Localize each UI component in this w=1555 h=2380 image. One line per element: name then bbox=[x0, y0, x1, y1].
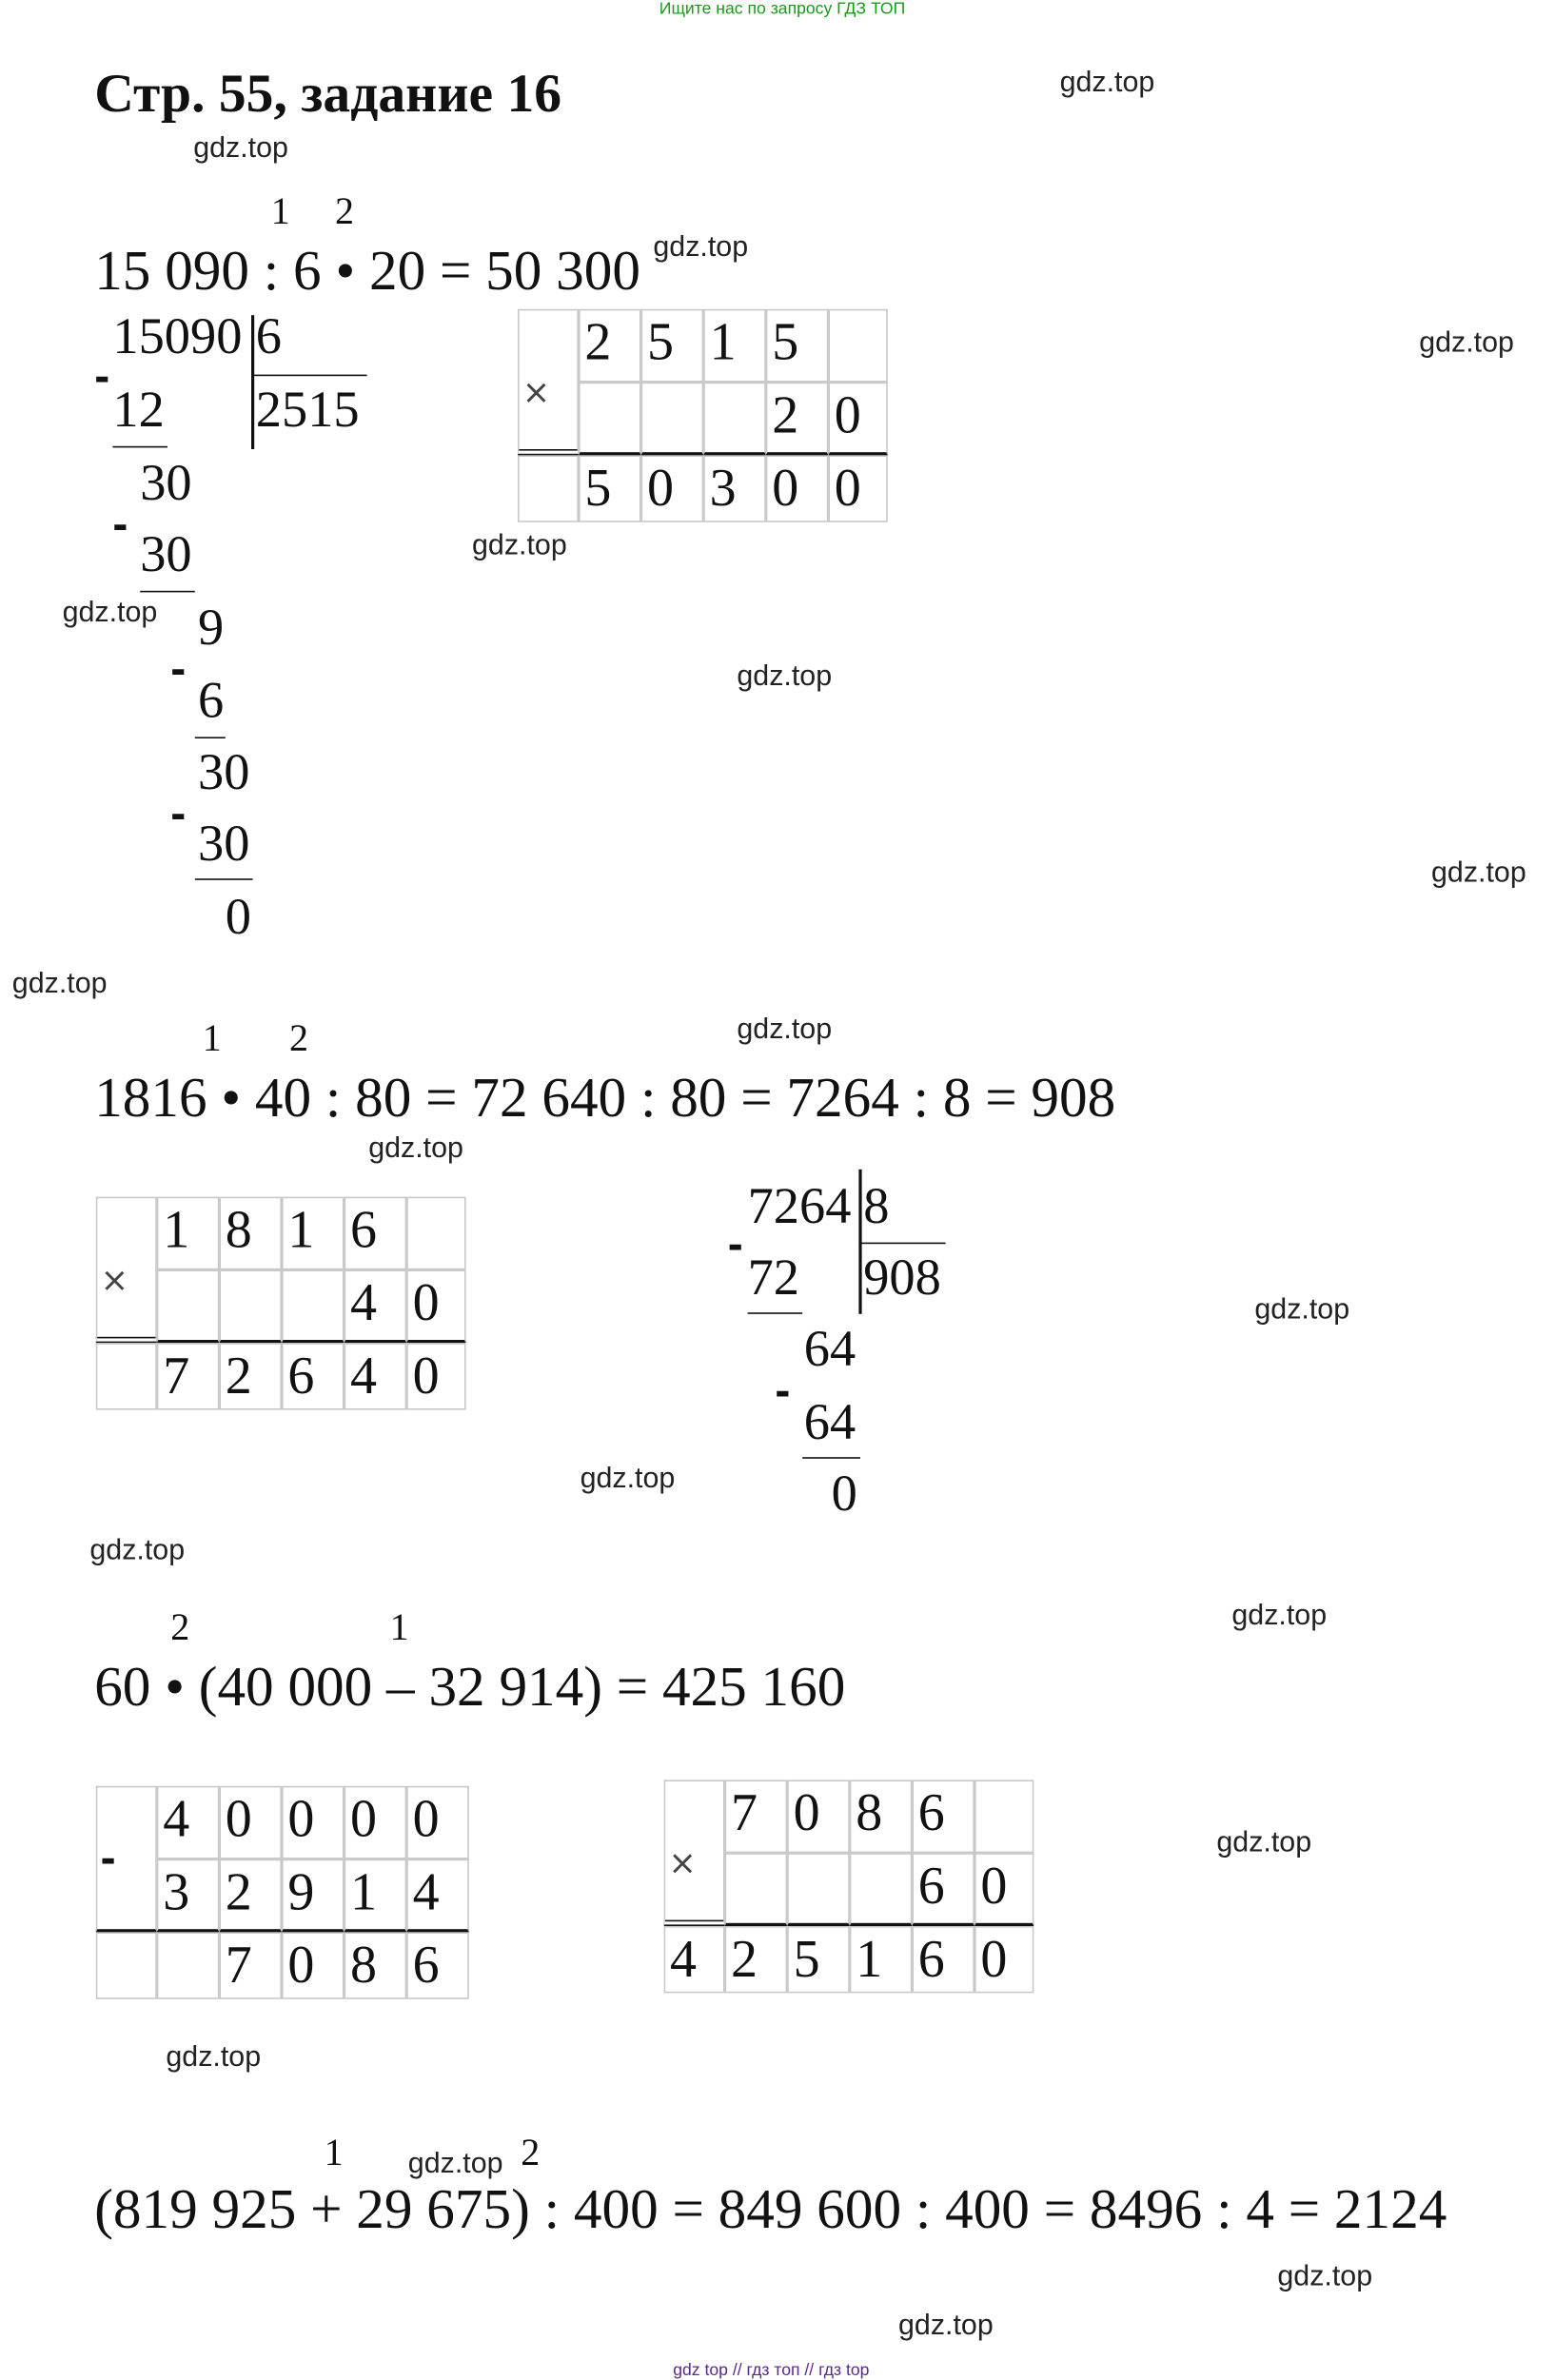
grid-cell: 0 bbox=[828, 455, 887, 521]
division-bar-vertical bbox=[251, 315, 254, 449]
watermark: gdz.top bbox=[166, 2041, 262, 2075]
grid-cell: 0 bbox=[406, 1786, 469, 1859]
grid-cell bbox=[96, 1932, 157, 1998]
dividend: 15090 bbox=[112, 308, 243, 365]
grid-cell bbox=[157, 1269, 220, 1343]
minus-sign: - bbox=[170, 643, 187, 695]
grid-cell bbox=[282, 1269, 344, 1343]
multiplication-grid-2 bbox=[96, 1197, 466, 1410]
grid-cell: 2 bbox=[725, 1926, 788, 1993]
divisor: 6 bbox=[255, 308, 282, 365]
grid-cell: 5 bbox=[766, 309, 829, 383]
watermark: gdz.top bbox=[653, 231, 749, 264]
grid-cell: 2 bbox=[219, 1859, 282, 1933]
watermark: gdz.top bbox=[1431, 856, 1526, 890]
grid-cell bbox=[703, 383, 766, 456]
grid-cell: 0 bbox=[828, 383, 887, 456]
division-step: 64 bbox=[803, 1394, 856, 1451]
grid-cell: 5 bbox=[579, 455, 641, 521]
times-cell bbox=[518, 309, 579, 456]
search-banner[interactable]: Ищите нас по запросу ГДЗ ТОП bbox=[659, 0, 906, 19]
order-mark: 2 bbox=[289, 1018, 308, 1060]
order-mark: 2 bbox=[521, 2133, 541, 2174]
minus-sign: - bbox=[170, 788, 187, 839]
grid-cell: 2 bbox=[766, 383, 829, 456]
watermark: gdz.top bbox=[737, 660, 833, 693]
grid-cell: 1 bbox=[157, 1197, 220, 1270]
grid-cell: 8 bbox=[850, 1780, 913, 1853]
page-title: Стр. 55, задание 16 bbox=[94, 62, 562, 124]
watermark: gdz.top bbox=[737, 1013, 833, 1047]
division-step: 12 bbox=[112, 382, 165, 439]
times-icon: × bbox=[100, 1262, 129, 1301]
division-step: 0 bbox=[831, 1465, 857, 1523]
step-underline bbox=[802, 1457, 860, 1459]
grid-cell: 8 bbox=[219, 1197, 282, 1270]
division-step: 9 bbox=[198, 600, 225, 657]
watermark: gdz.top bbox=[898, 2310, 994, 2342]
grid-cell bbox=[219, 1269, 282, 1343]
grid-cell bbox=[641, 383, 704, 456]
watermark: gdz.top bbox=[62, 597, 158, 629]
minus-sign: - bbox=[775, 1366, 791, 1416]
division-step: 30 bbox=[198, 816, 250, 873]
grid-cell bbox=[157, 1932, 220, 1998]
watermark: gdz.top bbox=[1277, 2261, 1373, 2293]
order-mark: 2 bbox=[335, 191, 354, 233]
grid-cell: 4 bbox=[344, 1343, 407, 1409]
grid-cell: 2 bbox=[219, 1343, 282, 1409]
grid-cell: 9 bbox=[282, 1859, 344, 1933]
expression-2: 1816 • 40 : 80 = 72 640 : 80 = 7264 : 8 = 908 bbox=[94, 1067, 1116, 1131]
watermark: gdz.top bbox=[89, 1534, 186, 1567]
grid-cell: 7 bbox=[725, 1780, 788, 1853]
grid-cell: 2 bbox=[579, 309, 641, 383]
grid-cell bbox=[974, 1780, 1033, 1853]
grid-cell: 7 bbox=[219, 1932, 282, 1998]
grid-cell: 0 bbox=[344, 1786, 407, 1859]
minus-sign: - bbox=[94, 351, 110, 403]
grid-cell: 0 bbox=[974, 1853, 1033, 1926]
grid-cell: 1 bbox=[850, 1926, 913, 1993]
grid-cell: 4 bbox=[157, 1786, 220, 1859]
times-icon: × bbox=[522, 374, 551, 413]
order-mark: 1 bbox=[202, 1018, 222, 1060]
expression-3: 60 • (40 000 – 32 914) = 425 160 bbox=[94, 1656, 846, 1720]
grid-cell: 0 bbox=[766, 455, 829, 521]
division-step: 30 bbox=[140, 455, 192, 512]
quotient: 2515 bbox=[255, 382, 360, 439]
division-step: 64 bbox=[803, 1321, 856, 1378]
minus-sign: - bbox=[727, 1219, 743, 1270]
expression-1: 15 090 : 6 • 20 = 50 300 bbox=[94, 240, 640, 304]
divisor: 8 bbox=[863, 1178, 890, 1235]
grid-cell bbox=[518, 455, 579, 521]
division-step: 30 bbox=[140, 526, 192, 583]
watermark: gdz.top bbox=[1059, 67, 1155, 99]
quotient: 908 bbox=[863, 1249, 941, 1307]
division-step: 0 bbox=[225, 889, 251, 946]
grid-cell: 0 bbox=[406, 1343, 465, 1409]
grid-cell: 6 bbox=[406, 1932, 469, 1998]
dividend: 7264 bbox=[747, 1178, 852, 1235]
grid-cell: 5 bbox=[641, 309, 704, 383]
minus-sign: - bbox=[112, 499, 128, 550]
watermark: gdz.top bbox=[1419, 327, 1514, 360]
grid-cell: 6 bbox=[282, 1343, 344, 1409]
grid-cell bbox=[850, 1853, 913, 1926]
grid-cell: 8 bbox=[344, 1932, 407, 1998]
grid-cell: 6 bbox=[344, 1197, 407, 1270]
order-mark: 1 bbox=[389, 1607, 409, 1649]
division-step: 72 bbox=[747, 1249, 799, 1307]
grid-cell bbox=[828, 309, 887, 383]
grid-cell: 0 bbox=[641, 455, 704, 521]
grid-cell bbox=[725, 1853, 788, 1926]
times-icon: × bbox=[668, 1845, 697, 1884]
step-underline bbox=[195, 878, 253, 880]
grid-cell: 1 bbox=[282, 1197, 344, 1270]
grid-cell: 5 bbox=[787, 1926, 850, 1993]
grid-cell: 4 bbox=[344, 1269, 407, 1343]
watermark: gdz.top bbox=[1216, 1827, 1312, 1859]
multiplication-grid-1 bbox=[518, 309, 888, 522]
grid-cell: 3 bbox=[157, 1859, 220, 1933]
division-step: 6 bbox=[198, 673, 225, 730]
grid-cell: 6 bbox=[912, 1853, 974, 1926]
grid-cell: 0 bbox=[406, 1269, 465, 1343]
grid-cell: 0 bbox=[282, 1932, 344, 1998]
multiplication-grid-3 bbox=[664, 1780, 1034, 1993]
division-bar-horizontal bbox=[251, 375, 367, 377]
footer-links[interactable]: gdz top // гдз топ // гдз top bbox=[673, 2361, 870, 2380]
watermark: gdz.top bbox=[580, 1463, 676, 1496]
watermark: gdz.top bbox=[407, 2148, 503, 2181]
grid-cell bbox=[96, 1343, 157, 1409]
grid-cell: 0 bbox=[282, 1786, 344, 1859]
order-mark: 1 bbox=[270, 191, 290, 233]
step-underline bbox=[112, 446, 167, 448]
minus-sign: - bbox=[100, 1833, 116, 1884]
grid-cell bbox=[406, 1197, 465, 1270]
watermark: gdz.top bbox=[1231, 1600, 1328, 1633]
grid-cell: 3 bbox=[703, 455, 766, 521]
step-underline bbox=[748, 1312, 803, 1314]
order-mark: 1 bbox=[324, 2133, 344, 2174]
grid-cell: 1 bbox=[344, 1859, 407, 1933]
division-bar-horizontal bbox=[858, 1243, 945, 1245]
watermark: gdz.top bbox=[368, 1132, 463, 1165]
grid-cell: 0 bbox=[219, 1786, 282, 1859]
grid-cell bbox=[579, 383, 641, 456]
grid-cell: 4 bbox=[406, 1859, 469, 1933]
watermark: gdz.top bbox=[1254, 1294, 1350, 1327]
grid-cell: 0 bbox=[974, 1926, 1033, 1993]
step-underline bbox=[140, 591, 195, 593]
grid-cell: 0 bbox=[787, 1780, 850, 1853]
division-step: 30 bbox=[198, 744, 250, 801]
grid-cell: 7 bbox=[157, 1343, 220, 1409]
expression-4: (819 925 + 29 675) : 400 = 849 600 : 400 = 8496 : 4 = 2124 bbox=[94, 2178, 1447, 2242]
grid-cell bbox=[787, 1853, 850, 1926]
order-mark: 2 bbox=[170, 1607, 190, 1649]
subtraction-grid bbox=[96, 1786, 469, 1999]
watermark: gdz.top bbox=[193, 132, 288, 165]
grid-cell: 6 bbox=[912, 1780, 974, 1853]
grid-cell: 6 bbox=[912, 1926, 974, 1993]
minus-cell bbox=[96, 1786, 157, 1933]
times-cell bbox=[664, 1780, 725, 1926]
grid-cell: 4 bbox=[664, 1926, 725, 1993]
grid-cell: 1 bbox=[703, 309, 766, 383]
watermark: gdz.top bbox=[11, 968, 108, 1001]
step-underline bbox=[195, 737, 226, 738]
times-cell bbox=[96, 1197, 157, 1344]
watermark: gdz.top bbox=[472, 529, 567, 562]
